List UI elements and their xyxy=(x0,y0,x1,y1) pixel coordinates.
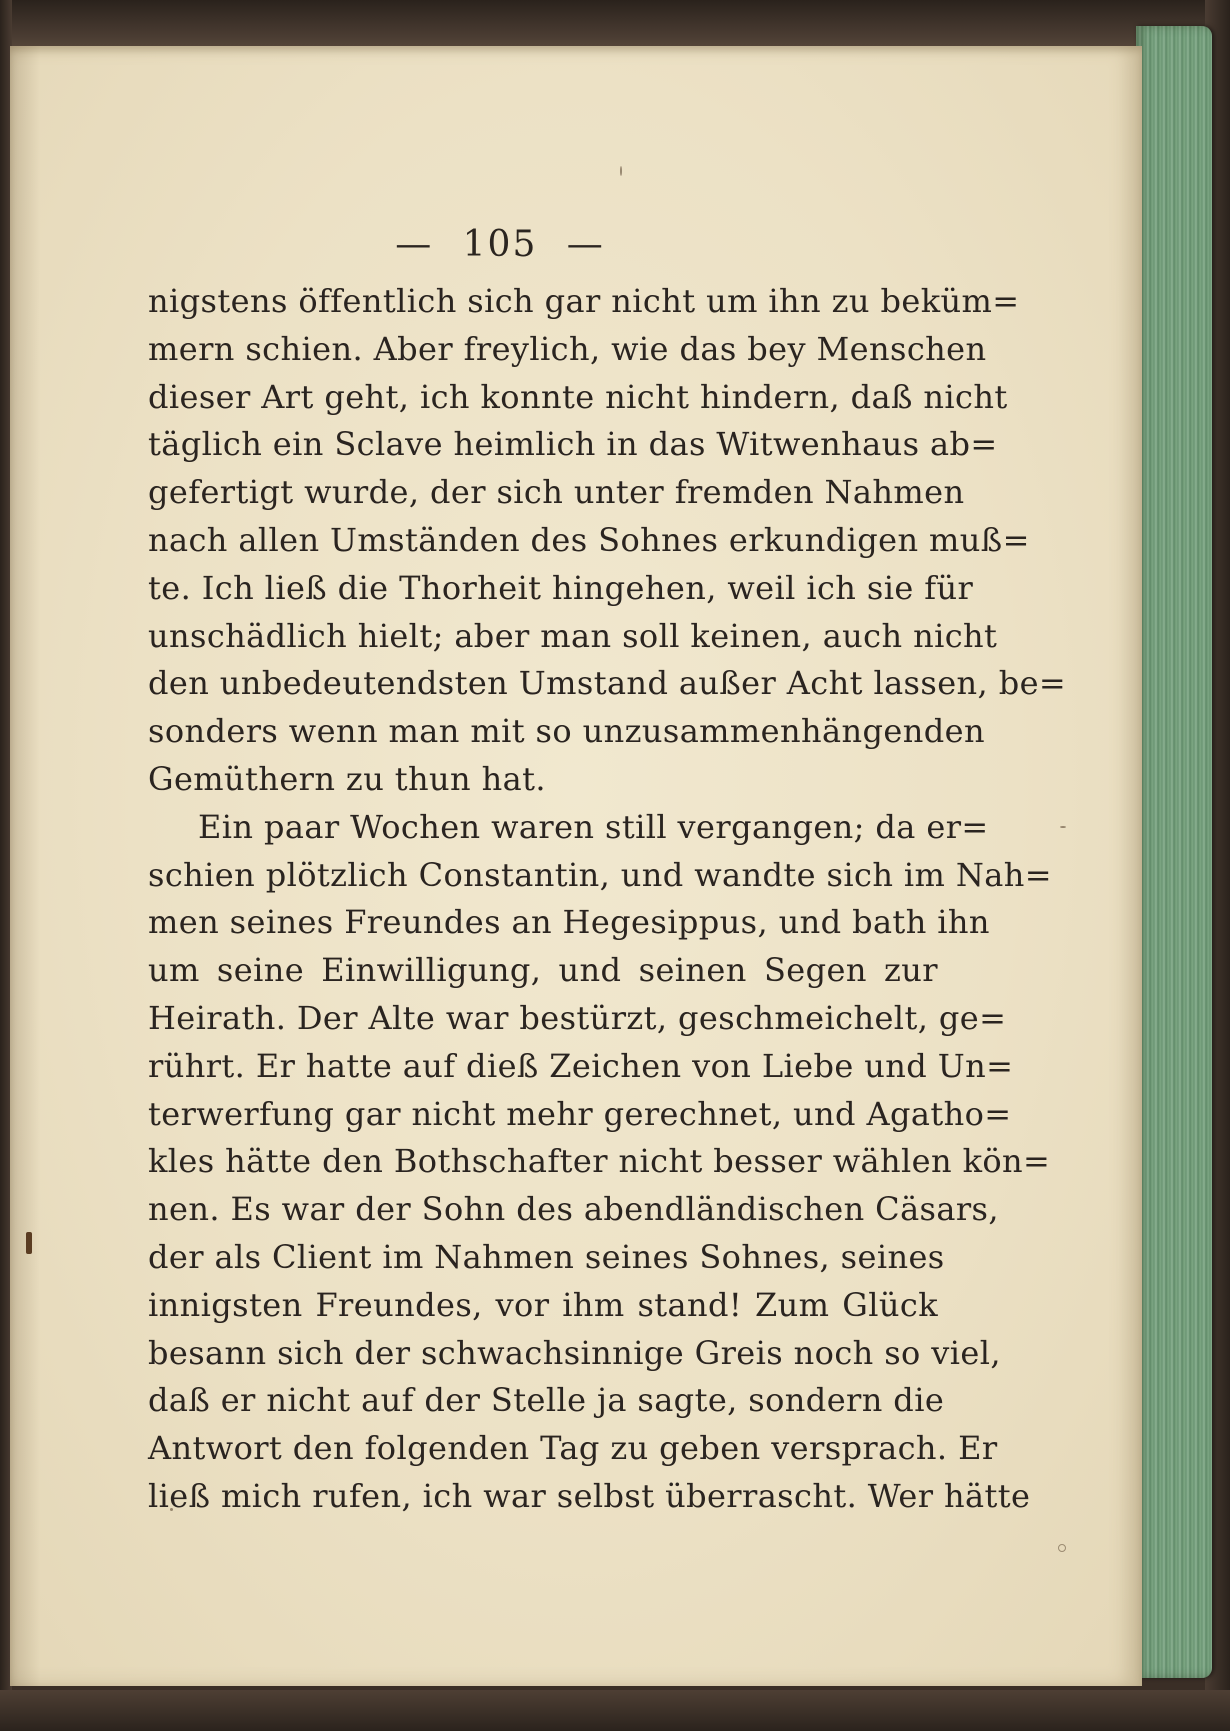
book-page xyxy=(10,46,1142,1686)
text-line: kles hätte den Bothschafter nicht besser wählen kön= xyxy=(148,1142,1051,1181)
paper-speck xyxy=(1060,826,1066,828)
text-line: gefertigt wurde, der sich unter fremden Nahmen xyxy=(148,473,965,512)
text-line: mern schien. Aber freylich, wie das bey Menschen xyxy=(148,329,987,368)
text-line: Heirath. Der Alte war bestürzt, geschmeichelt, ge= xyxy=(148,998,1007,1037)
text-line: besann sich der schwachsinnige Greis noch so viel, xyxy=(148,1333,1001,1372)
text-line: der als Client im Nahmen seines Sohnes, seines xyxy=(148,1237,945,1276)
text-line: sonders wenn man mit so unzusammenhängenden xyxy=(148,712,985,751)
text-line: men seines Freundes an Hegesippus, und bath ihn xyxy=(148,903,990,942)
gutter-shade xyxy=(10,46,40,1686)
text-line: Ein paar Wochen waren still vergangen; da er= xyxy=(198,807,989,846)
text-line: nen. Es war der Sohn des abendländischen Cäsars, xyxy=(148,1190,999,1229)
text-line: Antwort den folgenden Tag zu geben versprach. Er xyxy=(148,1429,998,1468)
text-line: innigsten Freundes, vor ihm stand! Zum Glück xyxy=(148,1285,938,1324)
text-line: daß er nicht auf der Stelle ja sagte, sondern die xyxy=(148,1381,945,1420)
text-line: den unbedeutendsten Umstand außer Acht lassen, be= xyxy=(148,664,1067,703)
text-line: rührt. Er hatte auf dieß Zeichen von Liebe und Un= xyxy=(148,1046,1014,1085)
body-text xyxy=(148,278,1067,1521)
text-line: nigstens öffentlich sich gar nicht um ihn zu beküm= xyxy=(148,282,1020,320)
text-line: terwerfung gar nicht mehr gerechnet, und Agatho= xyxy=(148,1094,1012,1133)
text-line: te. Ich ließ die Thorheit hingehen, weil ich sie für xyxy=(148,568,974,607)
paper-speck xyxy=(1058,1544,1066,1552)
text-line: unschädlich hielt; aber man soll keinen, auch nicht xyxy=(148,616,998,655)
text-line: dieser Art geht, ich konnte nicht hindern, daß nicht xyxy=(148,377,1008,416)
page-edges xyxy=(1136,26,1212,1678)
page-number: — 105 — xyxy=(395,224,605,265)
text-line: täglich ein Sclave heimlich in das Witwenhaus ab= xyxy=(148,425,998,464)
text-line: nach allen Umständen des Sohnes erkundigen muß= xyxy=(148,520,1030,559)
text-line: um seine Einwilligung, und seinen Segen zur xyxy=(148,951,938,990)
text-line: ließ mich rufen, ich war selbst überrascht. Wer hätte xyxy=(148,1476,1031,1515)
text-line: Gemüthern zu thun hat. xyxy=(148,759,546,798)
margin-mark xyxy=(26,1232,32,1254)
paper-speck xyxy=(620,166,622,176)
text-line: schien plötzlich Constantin, und wandte sich im Nah= xyxy=(148,855,1052,894)
book-cover-top xyxy=(0,0,1230,52)
book-cover-bottom xyxy=(0,1690,1230,1731)
